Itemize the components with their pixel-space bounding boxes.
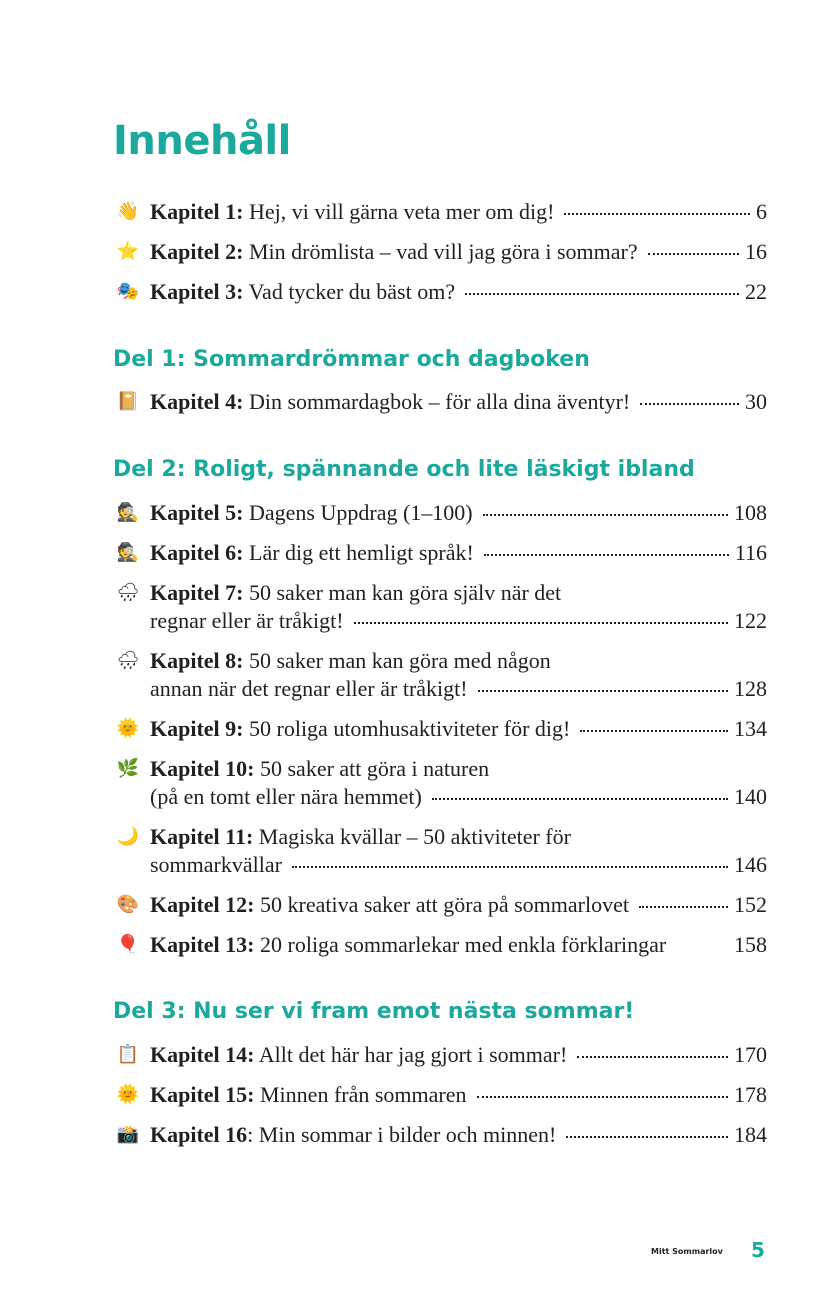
- chapter-title: Lär dig ett hemligt språk!: [249, 540, 474, 565]
- dot-leader: [478, 690, 728, 692]
- toc-entry-chapter-16[interactable]: [115, 1121, 767, 1149]
- page-number: 184: [734, 1122, 767, 1147]
- chapter-label: Kapitel 7:: [150, 580, 244, 605]
- chapter-title: Din sommardagbok – för alla dina äventyr!: [249, 389, 631, 414]
- chapter-title-continued: (på en tomt eller nära hemmet): [150, 784, 422, 809]
- chapter-label: Kapitel 1:: [150, 199, 244, 224]
- palette-icon: 🎨: [116, 894, 140, 915]
- chapter-title: 50 kreativa saker att göra på sommarlovet: [260, 892, 629, 917]
- chapter-title: Min sommar i bilder och minnen!: [258, 1122, 557, 1147]
- chapter-label: Kapitel 2:: [150, 239, 244, 264]
- page-number: 128: [734, 676, 767, 701]
- toc-entry-chapter-5[interactable]: [115, 499, 767, 527]
- chapter-label-colon: :: [247, 1122, 254, 1147]
- toc-entry-chapter-4[interactable]: [115, 388, 767, 416]
- page-number: 6: [756, 199, 767, 224]
- chapter-title: Min drömlista – vad vill jag göra i sommar?: [249, 239, 638, 264]
- dot-leader: [465, 293, 739, 295]
- page-number: 170: [734, 1042, 767, 1067]
- chapter-label: Kapitel 11:: [150, 824, 254, 849]
- chapter-title-continued: regnar eller är tråkigt!: [150, 608, 344, 633]
- page-number: 134: [734, 716, 767, 741]
- sun-icon: 🌞: [116, 1084, 140, 1105]
- toc-entry-chapter-7[interactable]: [115, 579, 767, 635]
- chapter-title: Dagens Uppdrag (1–100): [249, 500, 473, 525]
- theater-masks-icon: 🎭: [116, 281, 140, 302]
- chapter-title: 50 saker man kan göra själv när det: [249, 580, 562, 605]
- chapter-title: 50 saker man kan göra med någon: [249, 648, 551, 673]
- waving-hand-icon: 👋: [116, 201, 140, 222]
- chapter-label: Kapitel 15:: [150, 1082, 255, 1107]
- section-heading-del-1: Del 1: Sommardrömmar och dagboken: [113, 347, 590, 372]
- chapter-label: Kapitel 6:: [150, 540, 244, 565]
- page-number: 140: [734, 784, 767, 809]
- chapter-title: Allt det här har jag gjort i sommar!: [258, 1042, 568, 1067]
- toc-entry-chapter-15[interactable]: [115, 1081, 767, 1109]
- page-number: 158: [734, 932, 767, 957]
- notebook-icon: 📔: [116, 391, 140, 412]
- clipboard-icon: 📋: [116, 1044, 140, 1065]
- chapter-label: Kapitel 12:: [150, 892, 255, 917]
- dot-leader: [432, 798, 728, 800]
- footer-page-number: 5: [751, 1238, 765, 1262]
- toc-entry-chapter-8[interactable]: [115, 647, 767, 703]
- toc-entry-chapter-9[interactable]: [115, 715, 767, 743]
- chapter-label: Kapitel 3:: [150, 279, 244, 304]
- dot-leader: [484, 554, 729, 556]
- dot-leader: [483, 514, 728, 516]
- balloon-icon: 🎈: [116, 934, 140, 955]
- chapter-label: Kapitel 9:: [150, 716, 244, 741]
- page-number: 22: [745, 279, 767, 304]
- chapter-title: 50 roliga utomhusaktiviteter för dig!: [249, 716, 571, 741]
- page-number: 122: [734, 608, 767, 633]
- dot-leader: [639, 906, 728, 908]
- toc-entry-chapter-12[interactable]: [115, 891, 767, 919]
- page-number: 108: [734, 500, 767, 525]
- toc-entry-chapter-13[interactable]: [115, 931, 767, 959]
- chapter-title: Magiska kvällar – 50 aktiviteter för: [258, 824, 571, 849]
- page-number: 16: [745, 239, 767, 264]
- rain-cloud-icon: 🌧: [116, 650, 140, 671]
- toc-entry-chapter-2[interactable]: [115, 238, 767, 266]
- chapter-label: Kapitel 5:: [150, 500, 244, 525]
- page-number: 30: [745, 389, 767, 414]
- chapter-label: Kapitel 14:: [150, 1042, 255, 1067]
- chapter-label: Kapitel 16: [150, 1122, 248, 1147]
- dot-leader: [577, 1056, 728, 1058]
- dot-leader: [566, 1136, 728, 1138]
- toc-entry-chapter-10[interactable]: [115, 755, 767, 811]
- dot-leader: [477, 1096, 729, 1098]
- page-number: 116: [734, 540, 767, 565]
- chapter-label: Kapitel 13:: [150, 932, 255, 957]
- star-icon: ⭐: [116, 241, 140, 262]
- page-number: 146: [734, 852, 767, 877]
- chapter-title-continued: sommarkvällar: [150, 852, 282, 877]
- dot-leader: [292, 866, 728, 868]
- page-number: 152: [734, 892, 767, 917]
- dot-leader: [580, 730, 728, 732]
- chapter-label: Kapitel 8:: [150, 648, 244, 673]
- section-heading-del-3: Del 3: Nu ser vi fram emot nästa sommar!: [113, 999, 635, 1024]
- page-title: Innehåll: [113, 118, 291, 164]
- chapter-title: Hej, vi vill gärna veta mer om dig!: [249, 199, 555, 224]
- chapter-label: Kapitel 10:: [150, 756, 255, 781]
- dot-leader: [640, 403, 739, 405]
- chapter-label: Kapitel 4:: [150, 389, 244, 414]
- herb-icon: 🌿: [116, 758, 140, 779]
- chapter-title: 50 saker att göra i naturen: [260, 756, 490, 781]
- dot-leader: [648, 253, 739, 255]
- detective-icon: 🕵: [116, 542, 140, 563]
- toc-entry-chapter-14[interactable]: [115, 1041, 767, 1069]
- camera-icon: 📸: [116, 1124, 140, 1145]
- toc-entry-chapter-6[interactable]: [115, 539, 767, 567]
- footer-brand: Mitt Sommarlov: [651, 1247, 723, 1256]
- dot-leader: [354, 622, 728, 624]
- rain-cloud-icon: 🌧: [116, 582, 140, 603]
- toc-entry-chapter-1[interactable]: [115, 198, 767, 226]
- dot-leader: [564, 213, 750, 215]
- section-heading-del-2: Del 2: Roligt, spännande och lite läskigt ibland: [113, 457, 695, 482]
- page-number: 178: [734, 1082, 767, 1107]
- chapter-title: Minnen från sommaren: [260, 1082, 467, 1107]
- detective-icon: 🕵: [116, 502, 140, 523]
- toc-entry-chapter-3[interactable]: [115, 278, 767, 306]
- sun-icon: 🌞: [116, 718, 140, 739]
- crescent-moon-icon: 🌙: [116, 826, 140, 847]
- chapter-title: Vad tycker du bäst om?: [248, 279, 456, 304]
- toc-entry-chapter-11[interactable]: [115, 823, 767, 879]
- chapter-title: 20 roliga sommarlekar med enkla förklaringar: [260, 932, 667, 957]
- chapter-title-continued: annan när det regnar eller är tråkigt!: [150, 676, 468, 701]
